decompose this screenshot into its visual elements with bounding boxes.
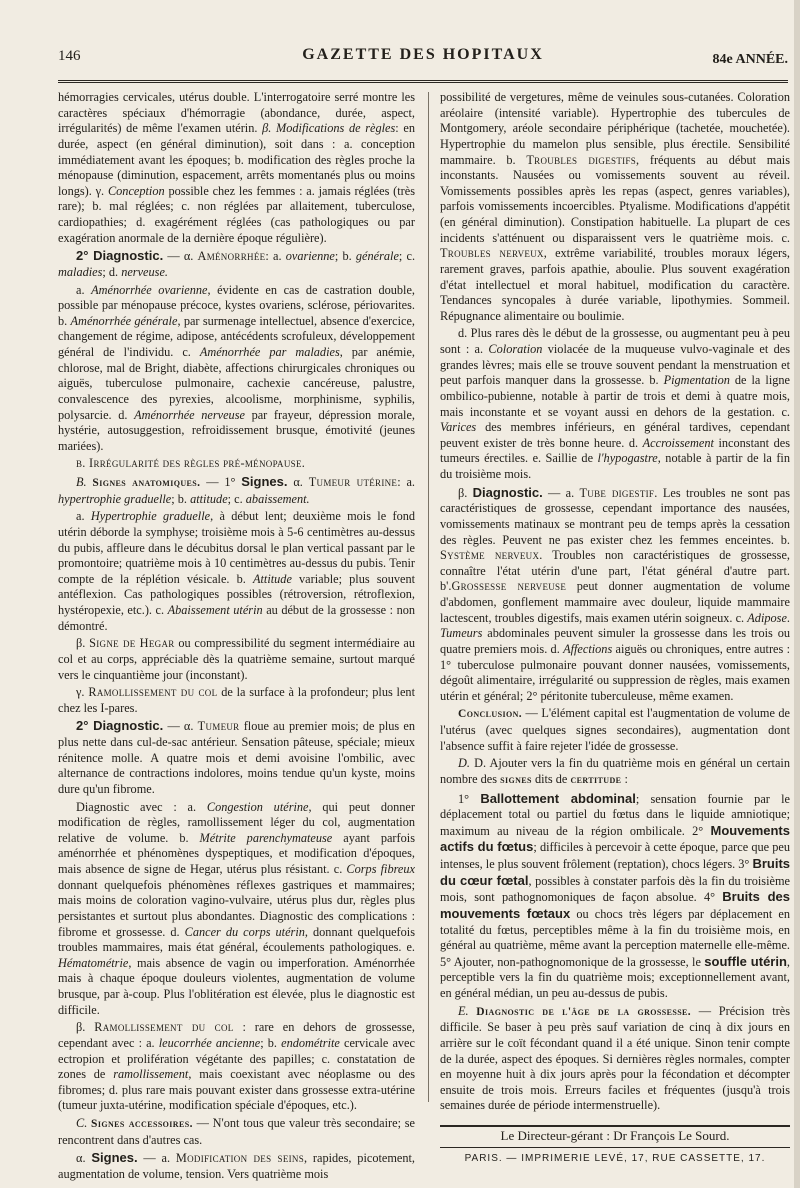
paragraph: α. Signes. — a. Modification des seins, rapides, picotement, augmentation de volume, tension. Vers quatrième mois — [58, 1150, 415, 1181]
paragraph: β. Diagnostic. — a. Tube digestif. Les troubles ne sont pas caractéristiques de grossesse, cependant importance des nausées, vomissements matinaux se montrant peu de temps après la cessation des règles. Peuvent ne pas exister chez les femmes enceintes. b. Système nerveux. Troubles non caractéristiques de grossesse, connaître l'état utérin d'une part, l'état général d'autre part. b'.Grossesse nerveuse peut donner augmentation de volume d'abdomen, gonflement mammaire avec douleur, liquide mammaire lactescent, troubles digestifs, mais examen utérin soigneux. c. Adipose. Tumeurs abdominales peuvent simuler la grossesse dans les trois ou quatre premiers mois. d. Affections aiguës ou chroniques, entre autres : 1° tuberculose pulmonaire pouvant donner nausées, vomissements, dégoût alimentaire, irrégularité ou suppression de règles, mais examen utérin et général; 2° péritonite tuberculeuse, même examen. — [440, 484, 791, 703]
paragraph: a. Aménorrhée ovarienne, évidente en cas de castration double, possible par ménopause précoce, kystes ovariens, sclérose, périovarites. b. Aménorrhée générale, par surmenage intellectuel, absence d'exercice, changement de régime, adipose, antécédents scrofuleux, développement général de l'individu. c. Aménorrhée par maladies, par anémie, chlorose, mal de Bright, diabète, affections chirurgicales chroniques ou aiguës, tuberculose pulmonaire, cachexie cancéreuse, palustre, convalescence des pyrexies, alcoolisme, morphinisme, syphilis, polysarcie. d. Aménorrhée nerveuse par frayeur, dépression morale, hystérie, autosuggestion, refroidissement brusque, émotivité (jeunes mariées). — [58, 282, 416, 453]
column-divider — [428, 92, 429, 1102]
paragraph: Diagnostic avec : a. Congestion utérine, qui peut donner modification de règles, ramollissement léger du col, augmentation relative de volume. b. Métrite parenchymateuse ayant parfois aménorrhée et phénomènes dyspeptiques, et modification d'époques, mais absence de signe de Hegar, utérus plus résistant. c. Corps fibreux donnant quelquefois phénomènes réflexes gastriques et mammaires; mais moins de coloration vagino-vulvaire, utérus plus dur, règles plus persistantes et surtout plus abondantes. Diagnostic des complications : fibrome et grossesse. d. Cancer du corps utérin, donnant quelquefois troubles mammaires, mais état général, écoulements pathologiques. e. Hématométrie, mais absence de vagin ou imperforation. Aménorrhée mais à chaque époque douleurs violentes, augmentation de volume brusque, par à-coup. Plus l'oblitération est élevée, plus le diagnostic est difficile. — [58, 799, 416, 1017]
paragraph: γ. Ramollissement du col de la surface à la profondeur; plus lent chez les I-pares. — [58, 685, 415, 715]
paragraph: possibilité de vergetures, même de veinules sous-cutanées. Coloration aréolaire (intensité variable). Hypertrophie des tubercules de Montgomery, aréole secondaire périphérique (tachetée, mouchetée). Hypertrophie du mamelon plus sensible, plus érectile. Sensibilité mammaire. b. Troubles digestifs, fréquents au début mais inconstants. Nausées ou vomissements souvent au réveil. Vomissements possibles après les repas (aspect, genres variables), parfois vomissements incoercibles. Ptyalisme. Modifications d'appétit (en général diminution). Constipation habituelle. La plupart de ces incidents s'atténuent ou disparaissent vers le quatrième mois. c. Troubles nerveux, extrême variabilité, troubles moraux légers, rarement graves, parfois apathie, aboulie. Plus souvent exagération d'état intellectuel et moral habituel, modification du caractère. Tendances syncopales à durée variable, lipothymies. Sommeil. Répugnance alimentaire ou boulimie. — [440, 90, 791, 323]
journal-title: GAZETTE DES HOPITAUX — [302, 46, 544, 63]
year-label: 84e ANNÉE. — [712, 52, 788, 67]
header-rule — [58, 80, 788, 83]
paragraph: 2° Diagnostic. — α. Aménorrhée: a. ovarienne; b. générale; c. maladies; d. nerveuse. — [58, 248, 416, 279]
right-column — [440, 90, 790, 1116]
paragraph: d. Plus rares dès le début de la grossesse, ou augmentant peu à peu sont : a. Coloration violacée de la muqueuse vulvo-vaginale et des grandes lèvres; mais elle se trouve souvent pendant la menstruation et peut parfois manquer dans la grossesse. b. Pigmentation de la ligne ombilico-pubienne, notable à partir de trois et demi à quatre mois, mais inconstante et se voyant aussi en dehors de la gestation. c. Varices des membres inférieurs, en général tardives, cependant peuvent exister de très bonne heure. d. Accroissement inconstant des tumeurs érectiles. e. Saillie de l'hypogastre, notable à partir de la fin du troisième mois. — [440, 326, 791, 481]
paragraph: a. Hypertrophie graduelle, à début lent; deuxième mois le fond utérin déborde la symphyse; troisième mois à 5-6 centimètres au-dessus du pubis, affleure dans le décubitus dorsal le plan vertical passant par le promontoire; quatrième mois à 10 centimètres au-dessus du pubis. Tenir compte de la réplétion vésicale. b. Attitude variable; plus souvent antéflexion. Cas pathologiques possibles (rétroversion, rétroflexion, hystéropexie, etc.). c. Abaissement utérin au début de la grossesse : non démontré. — [58, 509, 416, 633]
paragraph: β. Ramollissement du col : rare en dehors de grossesse, cependant avec : a. leucorrhée ancienne; b. endométrite cervicale avec ectropion et prolifération végétante des papilles; c. constatation de zones de ramollissement, mais coexistant avec néoplasme ou des fibromes; d. plus rare mais pouvant exister dans grossesse extra-utérine (tumeur juxta-utérine, modification spéciale d'époques, etc.). — [58, 1020, 416, 1113]
page-number: 146 — [58, 48, 81, 64]
printer-line: PARIS. — IMPRIMERIE LEVÉ, 17, RUE CASSETTE, 17. — [464, 1153, 766, 1164]
paragraph: D. D. Ajouter vers la fin du quatrième mois en général un certain nombre des signes dits de certitude : — [440, 756, 790, 786]
page-edge — [794, 0, 800, 1188]
left-column — [58, 90, 415, 1185]
paragraph: E. Diagnostic de l'âge de la grossesse. — Précision très difficile. Se baser à peu près sauf variation de cinq à dix jours en arrière sur le coït fécondant quand il a été unique. Sinon tenir compte de la durée, aspect des époques. Si dernières règles normales, compter en moyenne huit à dix jours après pour la fécondation et décompter ensuite de trois mois. Erreurs faciles et fréquentes (jusqu'à trois semaines durée de période intermenstruelle). — [440, 1003, 790, 1113]
paragraph: B. Signes anatomiques. — 1° Signes. α. Tumeur utérine: a. hypertrophie graduelle; b. attitude; c. abaissement. — [58, 474, 416, 506]
paragraph: β. Signe de Hegar ou compressibilité du segment intermédiaire au col et au corps, appréciable dès la quatrième semaine, surtout marqué vers le cinquantième jour (inconstant). — [58, 636, 415, 682]
paragraph: hémorragies cervicales, utérus double. L'interrogatoire serré montre les caractères spéciaux d'hémorragie (abondance, durée, aspect, irrégularités) de même l'examen utérin. β. Modifications de règles: en durée, aspect (en général diminution), soit dans : a. conception immédiatement avant les époques; b. modification des règles proche la ménopause (diminution, espacement, arrêts momentanés plus ou moins longs). γ. Conception possible chez les femmes : a. jamais réglées (très rare); b. mal réglées; c. non réglées par allaitement, tuberculose, cardiopathies; d. exagérément réglées (cas pathologiques ou par exagération anormale de la dernière époque régulière). — [58, 90, 416, 245]
director-line: Le Directeur-gérant : Dr François Le Sourd. — [500, 1128, 730, 1143]
footer-rule — [440, 1147, 790, 1148]
paragraph: Conclusion. — L'élément capital est l'augmentation de volume de l'utérus (avec quelques signes secondaires), augmentation dont l'absence suffit à faire rejeter l'idée de grossesse. — [440, 706, 791, 753]
paragraph: β. Irrégularité des règles pré-ménopause. — [76, 456, 306, 471]
paragraph: 1° Ballottement abdominal; sensation fournie par le déplacement total ou partiel du fœtus dans le liquide amniotique; maximum au niveau de la région ombilicale. 2° Mouvements actifs du fœtus; difficiles à percevoir à cette époque, parce que peu intenses, le plus souvent frôlement (reptation), chocs légers. 3° Bruits du cœur fœtal, possibles à constater parfois dès la fin du troisième mois, sont pathognomoniques de façon absolue. 4° Bruits des mouvements fœtaux ou chocs très légers par déplacement en totalité du fœtus, perceptibles même à la fin du troisième mois, en général au quatrième, même avant la perception maternelle elle-même. 5° Ajouter, non-pathognomonique de la grossesse, le souffle utérin, perceptible vers la fin du quatrième mois; exceptionnellement avant, en général médian, un peu au-dessus de pubis. — [440, 790, 791, 1000]
paragraph: 2° Diagnostic. — α. Tumeur floue au premier mois; de plus en plus nette dans cul-de-sac antérieur. Sensation pâteuse, spéciale; mieux rénitence molle. A quatre mois et demi avoisine l'ombilic, avec alternance de contractions indolores, moins tendue qu'un kyste, moins dure qu'un fibrome. — [58, 718, 416, 796]
paragraph: C. Signes accessoires. — N'ont tous que valeur très secondaire; se rencontrent dans d'autres cas. — [58, 1116, 416, 1147]
page-header — [58, 40, 788, 70]
footer-rule — [440, 1125, 790, 1127]
